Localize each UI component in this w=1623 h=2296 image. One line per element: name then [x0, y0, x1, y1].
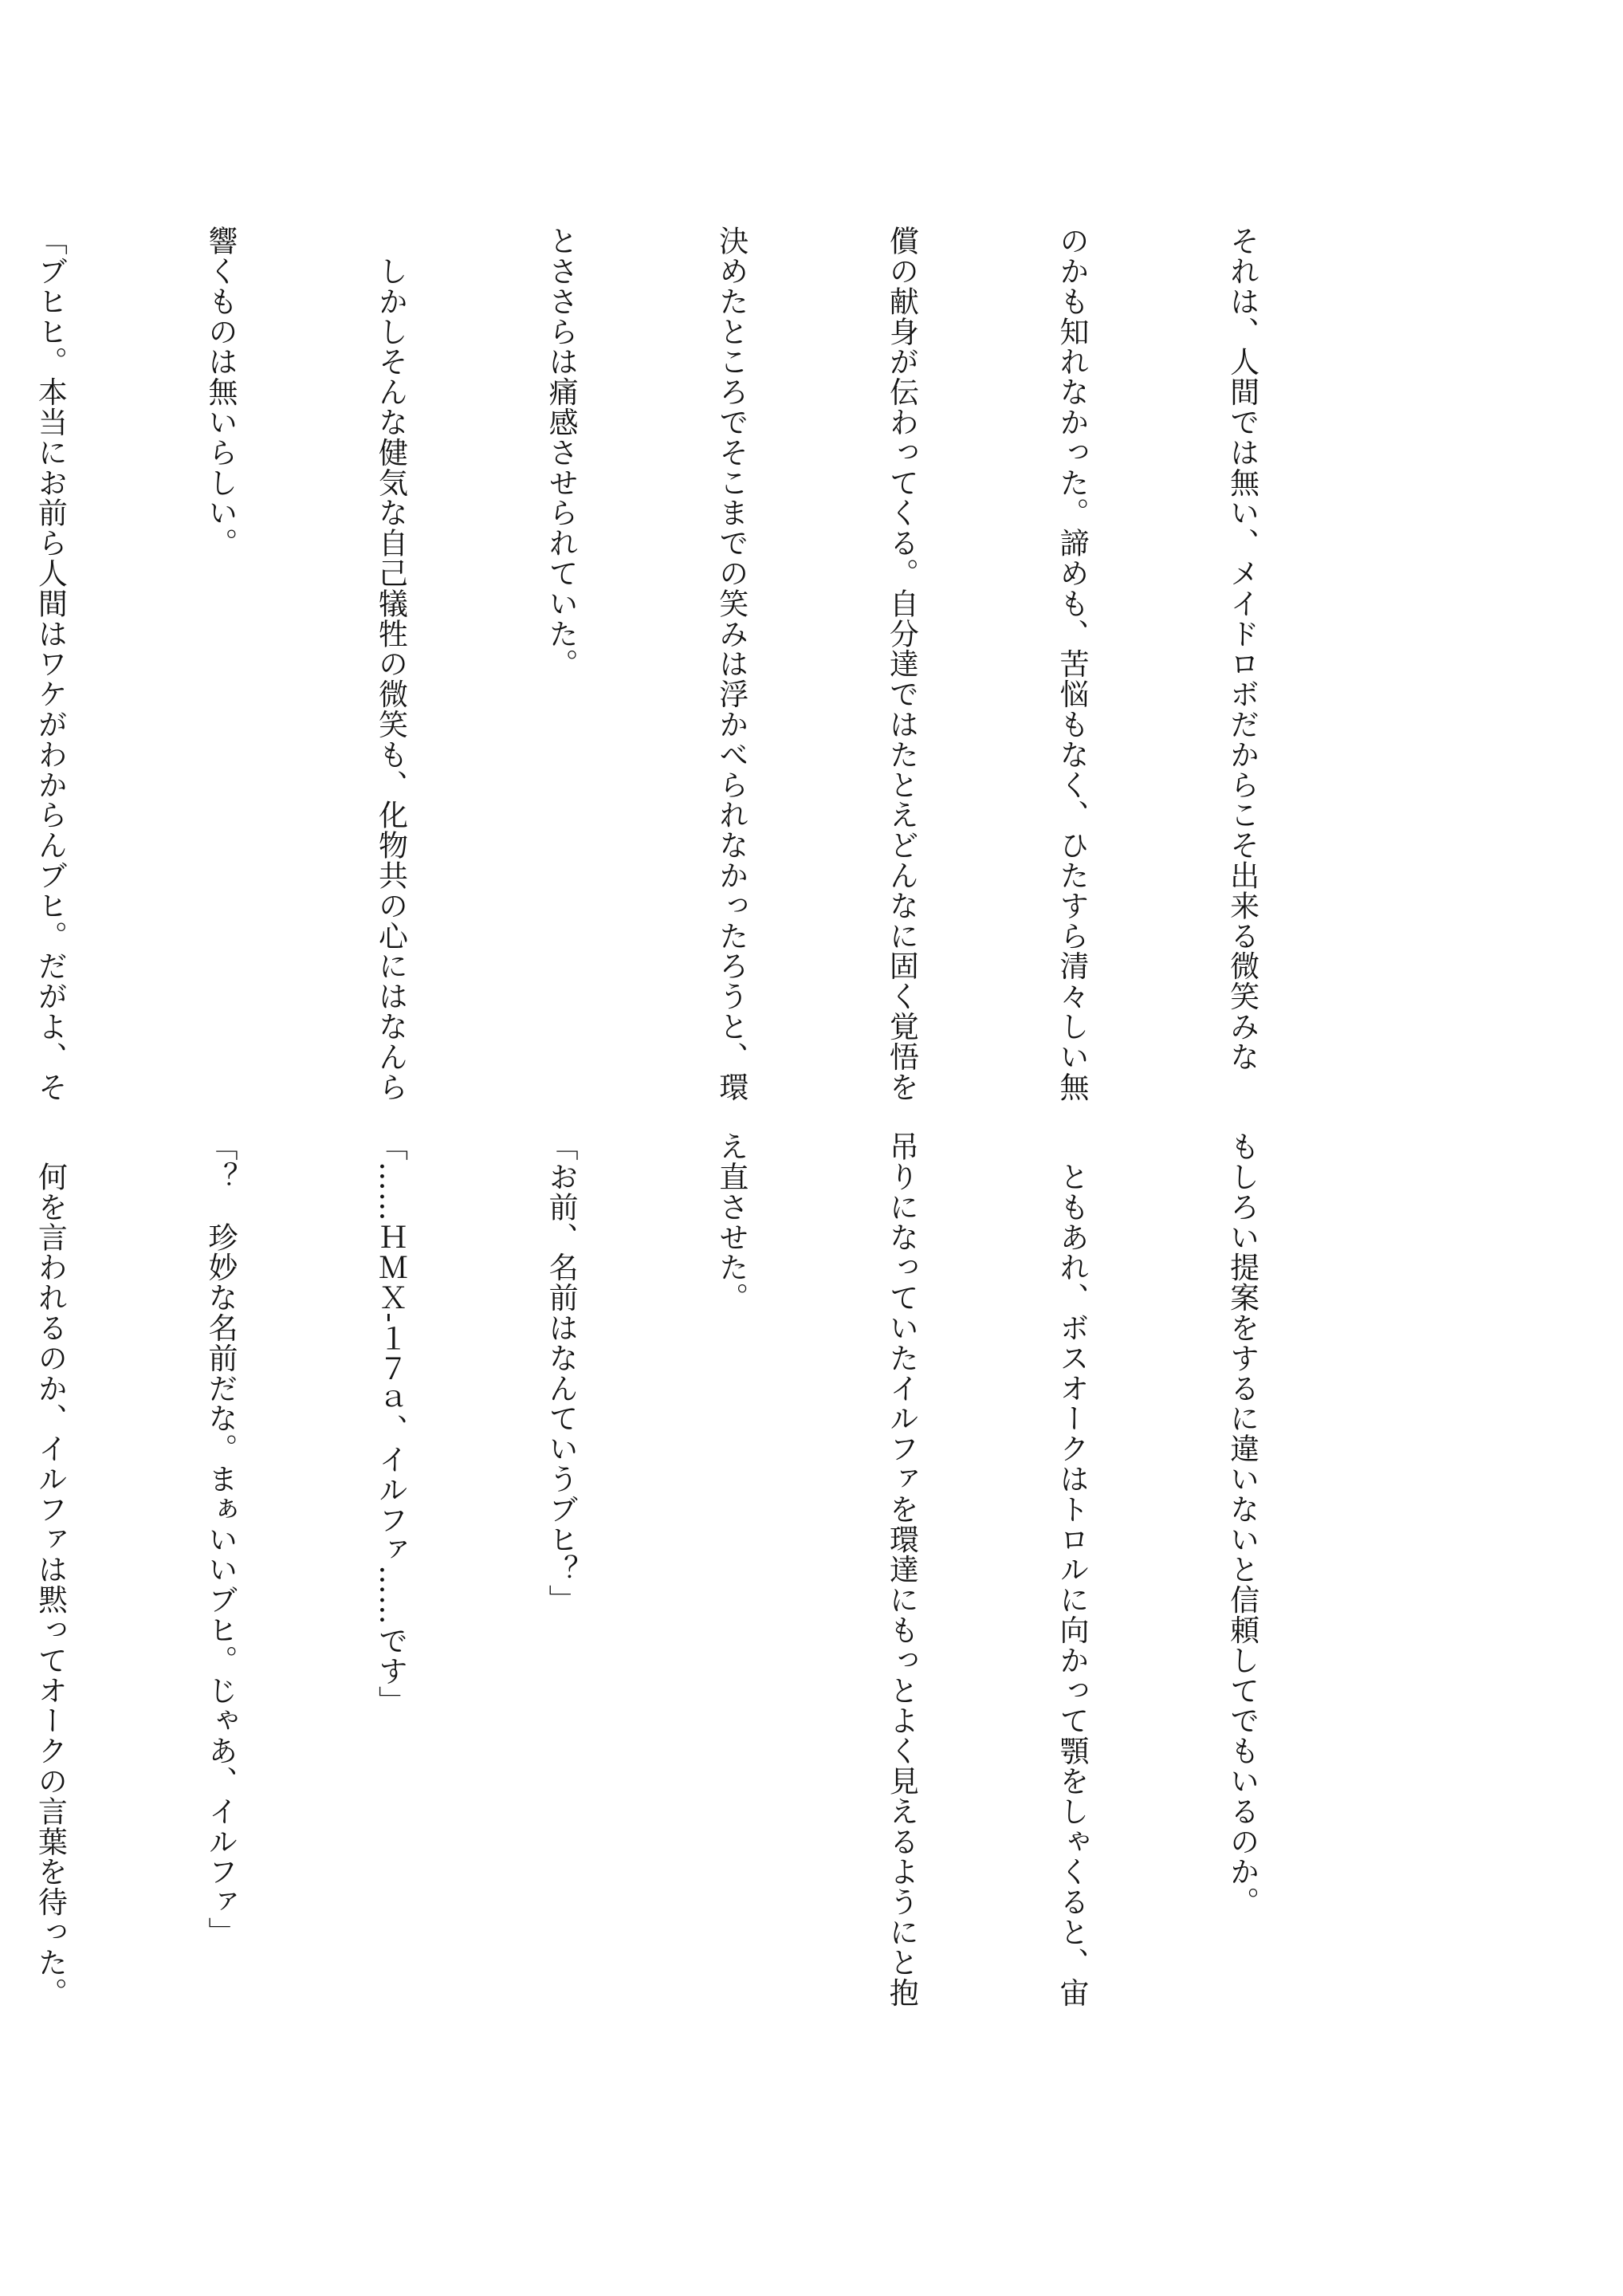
text-line: 吊りになっていたイルファを環達にもっとよく見えるようにと抱 — [884, 1131, 919, 2008]
text-line: 「……ＨＭＸ-１７ａ、イルファ……です」 — [373, 1131, 408, 1716]
text-line: のかも知れなかった。諦めも、苦悩もなく、ひたすら清々しい無 — [1054, 226, 1089, 1103]
text-line: 響くものは無いらしい。 — [202, 226, 238, 558]
text-line: え直させた。 — [713, 1131, 749, 1313]
text-line: 「ブヒヒ。本当にお前ら人間はワケがわからんブヒ。だがよ、そ — [33, 226, 68, 1103]
text-block-bottom — [33, 1131, 1384, 2008]
text-line: 「？ 珍妙な名前だな。まぁいいブヒ。じゃあ、イルファ」 — [202, 1131, 238, 1948]
text-line: それは、人間では無い、メイドロボだからこそ出来る微笑みな — [1224, 226, 1259, 1072]
text-line: 決めたところでそこまでの笑みは浮かべられなかったろうと、環 — [713, 226, 749, 1103]
text-line: 「お前、名前はなんていうブヒ？」 — [544, 1131, 579, 1615]
text-line: とささらは痛感させられていた。 — [544, 226, 579, 679]
text-line: 何を言われるのか、イルファは黙ってオークの言葉を待った。 — [33, 1131, 68, 2008]
text-line: もしろい提案をするに違いないと信頼してでもいるのか。 — [1224, 1131, 1259, 1917]
text-block-top — [33, 226, 1384, 1103]
text-line: 償の献身が伝わってくる。自分達ではたとえどんなに固く覚悟を — [884, 226, 919, 1103]
text-line: ともあれ、ボスオークはトロルに向かって顎をしゃくると、宙 — [1054, 1131, 1089, 2008]
text-line: しかしそんな健気な自己犠牲の微笑も、化物共の心にはなんら — [373, 226, 408, 1103]
